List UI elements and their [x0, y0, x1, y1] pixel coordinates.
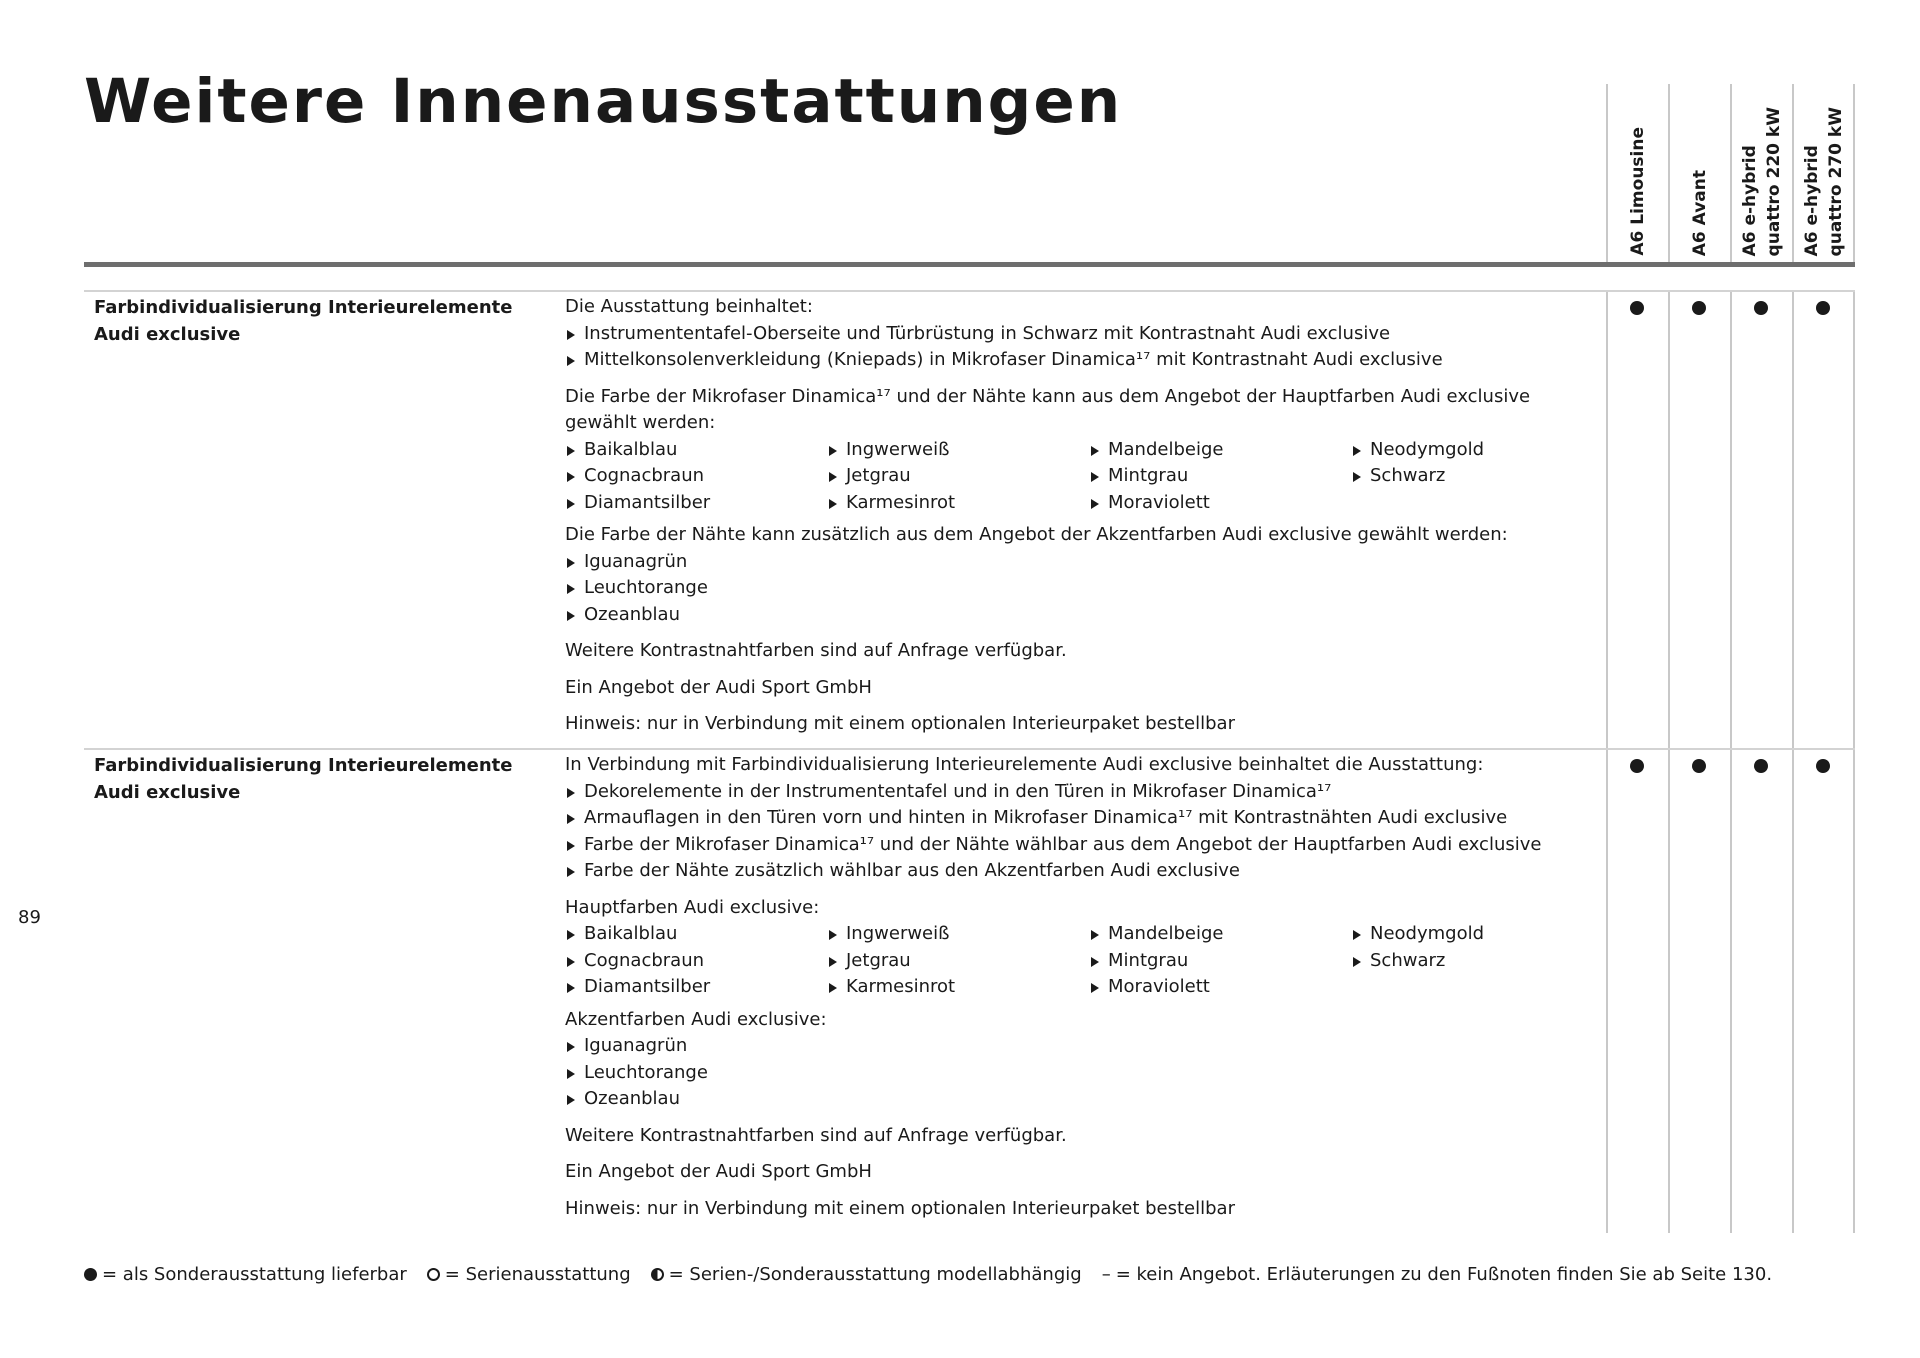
color-item: Neodymgold [1351, 437, 1613, 464]
main-colors-intro: Die Farbe der Mikrofaser Dinamica¹⁷ und der Nähte kann aus dem Angebot der Hauptfarben Audi exclusive gewählt werden: [565, 385, 1531, 433]
list-item: Dekorelemente in der Instrumententafel und in den Türen in Mikrofaser Dinamica¹⁷ [565, 779, 1575, 806]
column-header-a6-avant: A6 Avant [1690, 169, 1710, 256]
color-item: Schwarz [1351, 463, 1613, 490]
color-item: Leuchtorange [565, 575, 1575, 602]
legend-item-none: – = kein Angebot. Erläuterungen zu den Fußnoten finden Sie ab Seite 130. [1101, 1264, 1773, 1285]
color-item: Moraviolett [1089, 490, 1351, 517]
color-item: Moraviolett [1089, 974, 1351, 1001]
description-intro: Die Ausstattung beinhaltet: [565, 296, 813, 317]
color-item: Ozeanblau [565, 1086, 1575, 1113]
note: Ein Angebot der Audi Sport GmbH [565, 1161, 872, 1182]
color-item: Iguanagrün [565, 549, 1575, 576]
color-item: Jetgrau [827, 463, 1089, 490]
filled-circle-icon [84, 1268, 97, 1281]
feature-name: Farbindividualisierung Interieurelemente Audi exclusive [94, 755, 513, 803]
color-item: Mintgrau [1089, 463, 1351, 490]
column-divider [1853, 291, 1855, 1233]
column-divider [1606, 291, 1608, 1233]
list-item: Farbe der Mikrofaser Dinamica¹⁷ und der Nähte wählbar aus dem Angebot der Hauptfarben Audi exclusive [565, 832, 1575, 859]
accent-colors-intro: Akzentfarben Audi exclusive: [565, 1008, 827, 1030]
included-items-list [565, 321, 1575, 374]
list-item: Mittelkonsolenverkleidung (Kniepads) in Mikrofaser Dinamica¹⁷ mit Kontrastnaht Audi exclusive [565, 347, 1575, 374]
page-number: 89 [18, 907, 41, 928]
feature-name: Farbindividualisierung Interieurelemente Audi exclusive [94, 297, 513, 345]
legend-item-standard: = Serienausstattung [427, 1264, 631, 1285]
note: Hinweis: nur in Verbindung mit einem optionalen Interieurpaket bestellbar [565, 1197, 1235, 1219]
optional-dot [1630, 301, 1644, 315]
main-colors-intro: Hauptfarben Audi exclusive: [565, 896, 820, 918]
optional-dot [1630, 759, 1644, 773]
column-divider [1730, 291, 1732, 1233]
color-item: Ingwerweiß [827, 921, 1089, 948]
row-divider [84, 748, 1855, 750]
half-circle-icon [651, 1268, 664, 1281]
column-divider [1792, 291, 1794, 1233]
optional-dot [1754, 301, 1768, 315]
color-item: Neodymgold [1351, 921, 1613, 948]
color-item: Leuchtorange [565, 1060, 1575, 1087]
column-header-a6-e-hybrid-220: A6 e-hybrid quattro 220 kW [1740, 106, 1784, 256]
color-item: Iguanagrün [565, 1033, 1575, 1060]
optional-dot [1754, 759, 1768, 773]
color-item: Mandelbeige [1089, 437, 1351, 464]
color-item: Cognacbraun [565, 463, 827, 490]
color-item: Ozeanblau [565, 602, 1575, 629]
header-rule [84, 262, 1855, 267]
feature-description [565, 752, 1575, 1222]
optional-dot [1816, 759, 1830, 773]
optional-dot [1692, 759, 1706, 773]
legend-item-model-dependent: = Serien-/Sonderausstattung modellabhängig [651, 1264, 1082, 1285]
color-item: Ingwerweiß [827, 437, 1089, 464]
color-item: Diamantsilber [565, 490, 827, 517]
column-divider [1668, 291, 1670, 1233]
feature-description [565, 294, 1575, 738]
color-item: Cognacbraun [565, 948, 827, 975]
color-item: Mintgrau [1089, 948, 1351, 975]
note: Weitere Kontrastnahtfarben sind auf Anfrage verfügbar. [565, 1124, 1067, 1146]
column-header-a6-limousine: A6 Limousine [1628, 127, 1648, 256]
description-intro: In Verbindung mit Farbindividualisierung Interieurelemente Audi exclusive beinhaltet die Ausstattung: [565, 754, 1484, 775]
optional-dot [1692, 301, 1706, 315]
note: Hinweis: nur in Verbindung mit einem optionalen Interieurpaket bestellbar [565, 713, 1235, 734]
main-colors-list [565, 921, 1575, 1001]
dash-icon: – [1101, 1264, 1111, 1285]
main-colors-list [565, 437, 1575, 517]
color-item: Schwarz [1351, 948, 1613, 975]
note: Weitere Kontrastnahtfarben sind auf Anfrage verfügbar. [565, 640, 1067, 661]
legend [84, 1264, 1792, 1285]
optional-dot [1816, 301, 1830, 315]
list-item: Instrumententafel-Oberseite und Türbrüstung in Schwarz mit Kontrastnaht Audi exclusive [565, 321, 1575, 348]
accent-colors-intro: Die Farbe der Nähte kann zusätzlich aus dem Angebot der Akzentfarben Audi exclusive gewählt werden: [565, 524, 1508, 545]
color-item: Karmesinrot [827, 490, 1089, 517]
color-item: Baikalblau [565, 437, 827, 464]
color-item: Jetgrau [827, 948, 1089, 975]
open-circle-icon [427, 1268, 440, 1281]
color-item: Diamantsilber [565, 974, 827, 1001]
row-divider [84, 290, 1855, 292]
color-item: Baikalblau [565, 921, 827, 948]
legend-item-optional: = als Sonderausstattung lieferbar [84, 1264, 407, 1285]
color-item: Mandelbeige [1089, 921, 1351, 948]
list-item: Armauflagen in den Türen vorn und hinten in Mikrofaser Dinamica¹⁷ mit Kontrastnähten Audi exclusive [565, 805, 1575, 832]
accent-colors-list [565, 549, 1575, 629]
page-title: Weitere Innenausstattungen [84, 66, 1123, 137]
column-header-a6-e-hybrid-270: A6 e-hybrid quattro 270 kW [1802, 106, 1846, 256]
included-items-list [565, 779, 1575, 885]
note: Ein Angebot der Audi Sport GmbH [565, 676, 872, 698]
color-item: Karmesinrot [827, 974, 1089, 1001]
accent-colors-list [565, 1033, 1575, 1113]
list-item: Farbe der Nähte zusätzlich wählbar aus den Akzentfarben Audi exclusive [565, 858, 1575, 885]
